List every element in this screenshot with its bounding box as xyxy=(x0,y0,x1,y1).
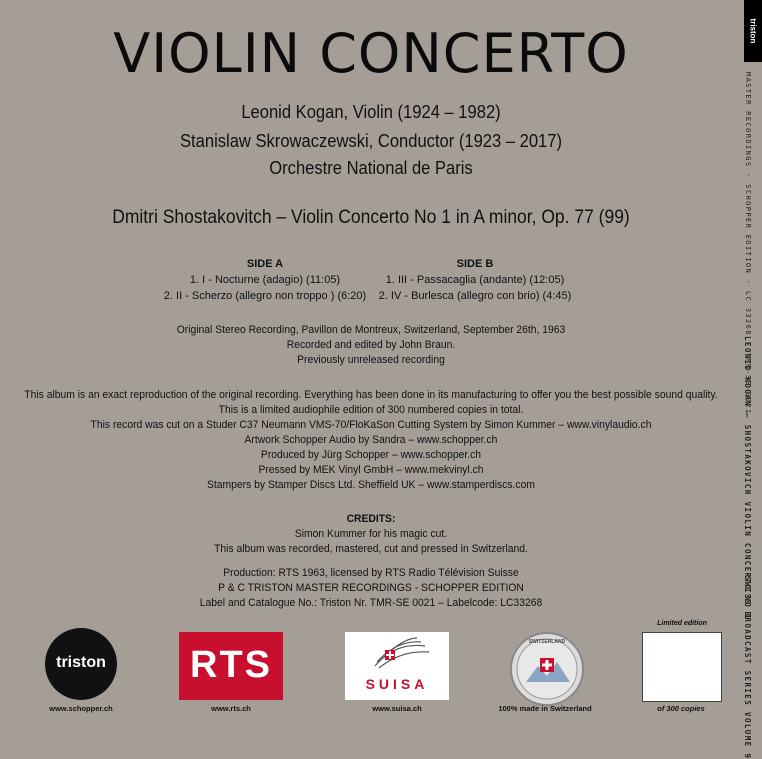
swiss-made-seal xyxy=(510,632,584,706)
suisa-logo-text: SUISA xyxy=(365,676,429,692)
performer-orchestra: Orchestre National de Paris xyxy=(269,158,473,178)
spine-brand-tab xyxy=(744,0,762,62)
side-a-track: 2. II - Scherzo (allegro non troppo ) (6:20) xyxy=(163,290,367,302)
side-b-track: 1. III - Passacaglia (andante) (12:05) xyxy=(385,274,565,286)
side-a xyxy=(160,256,370,304)
spine-top-text: MASTER RECORDINGS · SCHOPPER EDITION · LC 33268 · TMR-SE 0021 xyxy=(744,72,752,415)
production-info xyxy=(22,566,719,611)
rts-logo xyxy=(179,632,283,700)
credits xyxy=(22,512,719,557)
recording-line: Previously unreleased recording xyxy=(297,354,445,366)
swiss-seal-text: SWITZERLAND xyxy=(528,639,566,645)
performer-conductor: Stanislaw Skrowaczewski, Conductor (1923 – 2017) xyxy=(179,131,563,151)
spine-mid-text: LEONID KOGAN – SHOSTAKOVICH VIOLIN CONCERTO NO 1 xyxy=(743,336,752,620)
side-b-heading: SIDE B xyxy=(456,258,494,270)
triston-caption: www.schopper.ch xyxy=(49,704,113,713)
suisa-swirl-icon xyxy=(345,632,449,676)
suisa-logo xyxy=(345,632,449,700)
copy-number-box xyxy=(642,632,722,702)
credits-line: Simon Kummer for his magic cut. xyxy=(294,528,448,540)
recording-line: Original Stereo Recording, Pavillon de Montreux, Switzerland, September 26th, 1963 xyxy=(176,324,566,336)
side-a-heading: SIDE A xyxy=(246,258,284,270)
album-title: VIOLIN CONCERTO xyxy=(113,22,629,85)
rts-caption: www.rts.ch xyxy=(211,704,251,713)
recording-line: Recorded and edited by John Braun. xyxy=(286,339,456,351)
note-line: Pressed by MEK Vinyl GmbH – www.mekvinyl.ch xyxy=(258,464,484,476)
spine-brand: triston xyxy=(748,18,758,44)
side-b xyxy=(370,256,580,304)
note-line: This album is an exact reproduction of the original recording. Everything has been done in its manufacturing to offer you the best possible sound quality. xyxy=(24,389,718,401)
limited-caption: of 300 copies xyxy=(657,704,705,713)
suisa-caption: www.suisa.ch xyxy=(372,704,422,713)
note-line: Artwork Schopper Audio by Sandra – www.schopper.ch xyxy=(244,434,498,446)
spine-bottom-text: SWISS BROADCAST SERIES VOLUME 9 xyxy=(743,576,752,759)
production-line: Label and Catalogue No.: Triston Nr. TMR-SE 0021 – Labelcode: LC33268 xyxy=(199,597,543,609)
triston-logo xyxy=(45,628,117,700)
work-title: Dmitri Shostakovitch – Violin Concerto No 1 in A minor, Op. 77 (99) xyxy=(112,207,630,228)
swiss-caption: 100% made in Switzerland xyxy=(498,704,592,713)
note-line: Stampers by Stamper Discs Ltd. Sheffield UK – www.stamperdiscs.com xyxy=(207,479,535,491)
limited-edition-label: Limited edition xyxy=(657,620,707,627)
credits-line: This album was recorded, mastered, cut and pressed in Switzerland. xyxy=(214,543,528,555)
note-line: Produced by Jürg Schopper – www.schopper.ch xyxy=(260,449,482,461)
note-line: This is a limited audiophile edition of 300 numbered copies in total. xyxy=(218,404,524,416)
rts-logo-text: RTS xyxy=(190,644,272,686)
recording-info xyxy=(22,323,719,368)
side-a-track: 1. I - Nocturne (adagio) (11:05) xyxy=(189,274,341,286)
note-line: This record was cut on a Studer C37 Neumann VMS-70/FloKaSon Cutting System by Simon Kummer – www.vinylaudio.ch xyxy=(90,419,652,431)
credits-heading: CREDITS: xyxy=(346,513,396,525)
performer-violin: Leonid Kogan, Violin (1924 – 1982) xyxy=(241,102,501,122)
production-line: P & C TRISTON MASTER RECORDINGS - SCHOPPER EDITION xyxy=(218,582,524,594)
production-line: Production: RTS 1963, licensed by RTS Radio Télévision Suisse xyxy=(223,567,519,579)
triston-logo-text: triston xyxy=(56,654,106,671)
production-notes xyxy=(22,388,719,493)
side-b-track: 2. IV - Burlesca (allegro con brio) (4:45) xyxy=(378,290,572,302)
